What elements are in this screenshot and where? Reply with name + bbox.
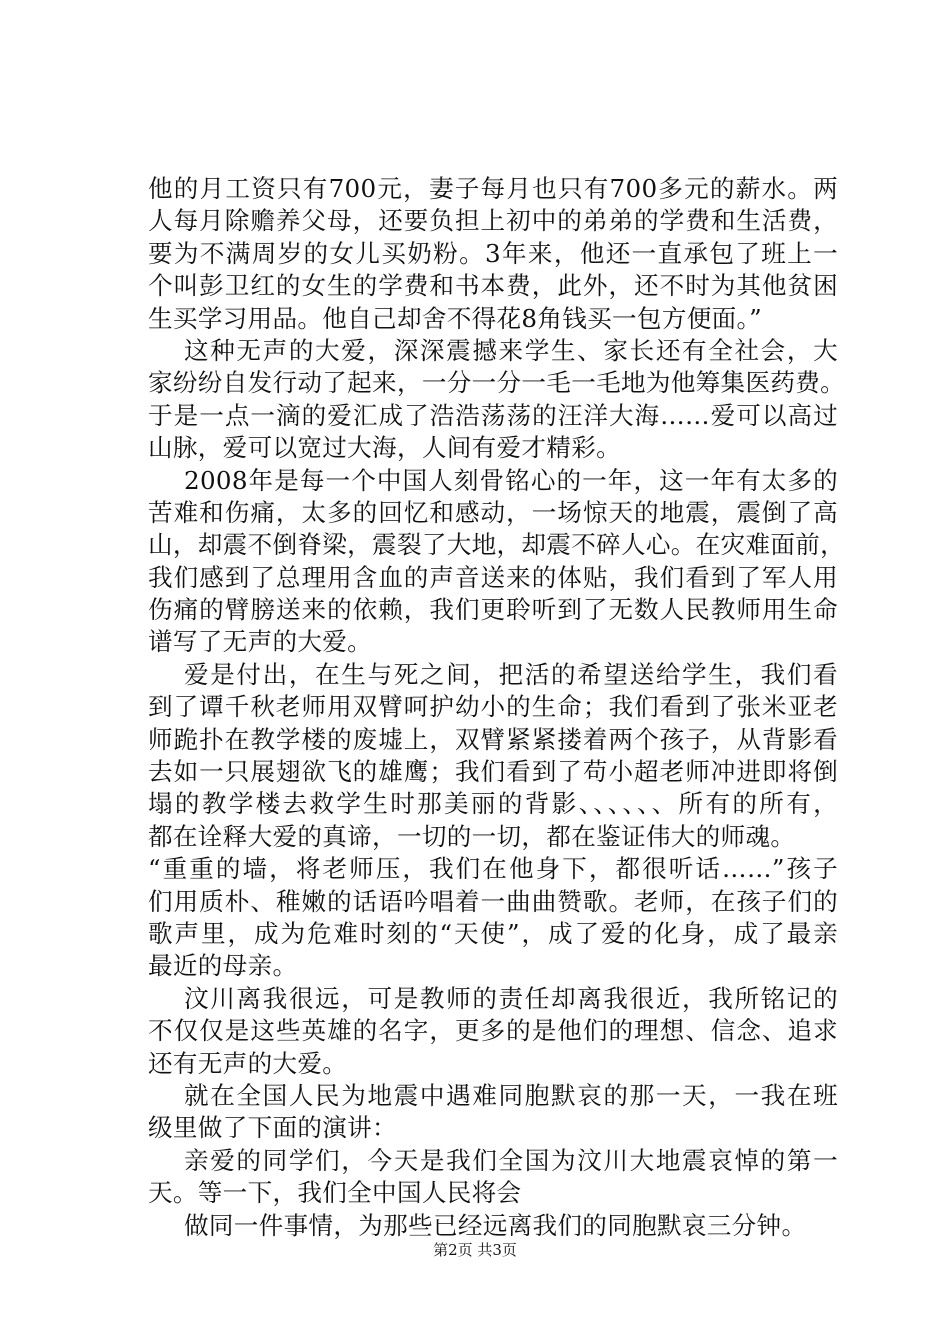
text-line: 要为不满周岁的女儿买奶粉。3年来，他还一直承包了班上一 bbox=[148, 238, 838, 268]
text-line: 生买学习用品。他自己却舍不得花8角钱买一包方便面。” bbox=[148, 303, 762, 333]
text-line: 最近的母亲。 bbox=[148, 951, 298, 981]
text-line: 做同一件事情，为那些已经远离我们的同胞默哀三分钟。 bbox=[184, 1210, 807, 1240]
text-line: 天。等一下，我们全中国人民将会 bbox=[148, 1178, 522, 1208]
text-line: 师跪扑在教学楼的废墟上，双臂紧紧搂着两个孩子，从背影看 bbox=[148, 724, 838, 754]
text-line: 爱是付出，在生与死之间，把活的希望送给学生，我们看 bbox=[184, 659, 838, 689]
text-line: 都在诠释大爱的真谛，一切的一切，都在鉴证伟大的师魂。 bbox=[148, 821, 796, 851]
text-line: 家纷纷自发行动了起来，一分一分一毛一毛地为他筹集医药费。 bbox=[148, 368, 846, 398]
text-line: 不仅仅是这些英雄的名字，更多的是他们的理想、信念、追求 bbox=[148, 1016, 838, 1046]
text-line: 2008年是每一个中国人刻骨铭心的一年，这一年有太多的 bbox=[184, 465, 838, 495]
text-line: 他的月工资只有700元，妻子每月也只有700多元的薪水。两 bbox=[148, 174, 838, 203]
text-line: 伤痛的臂膀送来的依赖，我们更聆听到了无数人民教师用生命 bbox=[148, 595, 838, 625]
text-line: 们用质朴、稚嫩的话语吟唱着一曲曲赞歌。老师，在孩子们的 bbox=[148, 886, 838, 916]
text-line: 人每月除赡养父母，还要负担上初中的弟弟的学费和生活费， bbox=[148, 206, 838, 236]
text-line: 到了谭千秋老师用双臂呵护幼小的生命；我们看到了张米亚老 bbox=[148, 692, 838, 722]
text-line: 我们感到了总理用含血的声音送来的体贴，我们看到了军人用 bbox=[148, 562, 838, 592]
text-line: 山，却震不倒脊梁，震裂了大地，却震不碎人心。在灾难面前， bbox=[148, 530, 846, 560]
text-line: 苦难和伤痛，太多的回忆和感动，一场惊天的地震，震倒了高 bbox=[148, 497, 838, 527]
text-line: 山脉，爱可以宽过大海，人间有爱才精彩。 bbox=[148, 433, 621, 463]
text-line: 于是一点一滴的爱汇成了浩浩荡荡的汪洋大海……爱可以高过 bbox=[148, 400, 838, 430]
text-line: 去如一只展翅欲飞的雄鹰；我们看到了苟小超老师冲进即将倒 bbox=[148, 757, 838, 787]
text-line: 汶川离我很远，可是教师的责任却离我很近，我所铭记的 bbox=[184, 983, 838, 1013]
text-line: 亲爱的同学们，今天是我们全国为汶川大地震哀悼的第一 bbox=[184, 1145, 838, 1175]
page-footer: 第2页 共3页 bbox=[433, 1241, 517, 1259]
text-line: 歌声里，成为危难时刻的“天使”，成了爱的化身，成了最亲 bbox=[148, 918, 838, 948]
text-line: 还有无声的大爱。 bbox=[148, 1048, 348, 1078]
text-line: 这种无声的大爱，深深震撼来学生、家长还有全社会，大 bbox=[184, 335, 838, 365]
document-body bbox=[148, 173, 846, 1242]
text-line: “重重的墙，将老师压，我们在他身下，都很听话……”孩子 bbox=[148, 854, 838, 884]
text-line: 级里做了下面的演讲： bbox=[148, 1113, 397, 1143]
text-line: 塌的教学楼去救学生时那美丽的背影、、、、、、所有的所有， bbox=[148, 789, 838, 819]
text-line: 个叫彭卫红的女生的学费和书本费，此外，还不时为其他贫困 bbox=[148, 271, 838, 301]
text-line: 谱写了无声的大爱。 bbox=[148, 627, 373, 657]
text-line: 就在全国人民为地震中遇难同胞默哀的那一天，一我在班 bbox=[184, 1080, 838, 1110]
